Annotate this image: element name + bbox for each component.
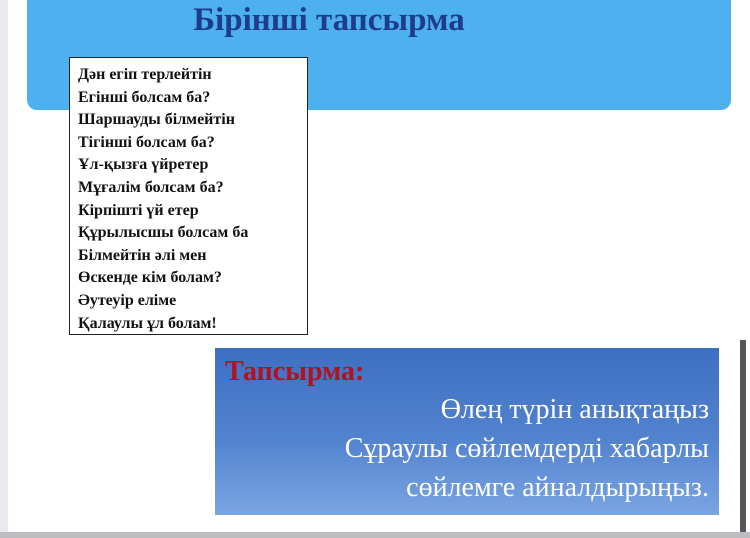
task-line: Сұраулы сөйлемдерді хабарлы (344, 433, 709, 464)
poem-line: Шаршауды білмейтін (78, 111, 235, 129)
poem-line: Дән егіп терлейтін (78, 66, 212, 83)
task-line: сөйлемге айналдырыңыз. (406, 472, 709, 503)
poem-box (69, 57, 308, 335)
slide-title: Бірінші тапсырма (193, 2, 465, 38)
poem-line: Өскенде кім болам? (78, 269, 222, 287)
poem-line: Құрылысшы болсам ба (78, 224, 249, 242)
slide-right-edge (740, 340, 746, 538)
poem-line: Тігінші болсам ба? (78, 133, 215, 151)
slide-bottom-edge (0, 532, 750, 538)
poem-line: Білмейтін әлі мен (78, 246, 207, 264)
poem-line: Кірпішті үй етер (78, 201, 199, 219)
poem-line: Егінші болсам ба? (78, 88, 211, 106)
poem-line: Қалаулы ұл болам! (78, 314, 217, 332)
slide-left-edge (0, 0, 8, 538)
task-box (215, 348, 719, 515)
poem-line: Ұл-қызға үйретер (78, 156, 209, 174)
poem-line: Мұғалім болсам ба? (78, 178, 224, 196)
task-line: Өлең түрін анықтаңыз (440, 394, 709, 425)
task-heading: Тапсырма: (225, 356, 365, 387)
poem-line: Әутеуір еліме (78, 291, 177, 309)
